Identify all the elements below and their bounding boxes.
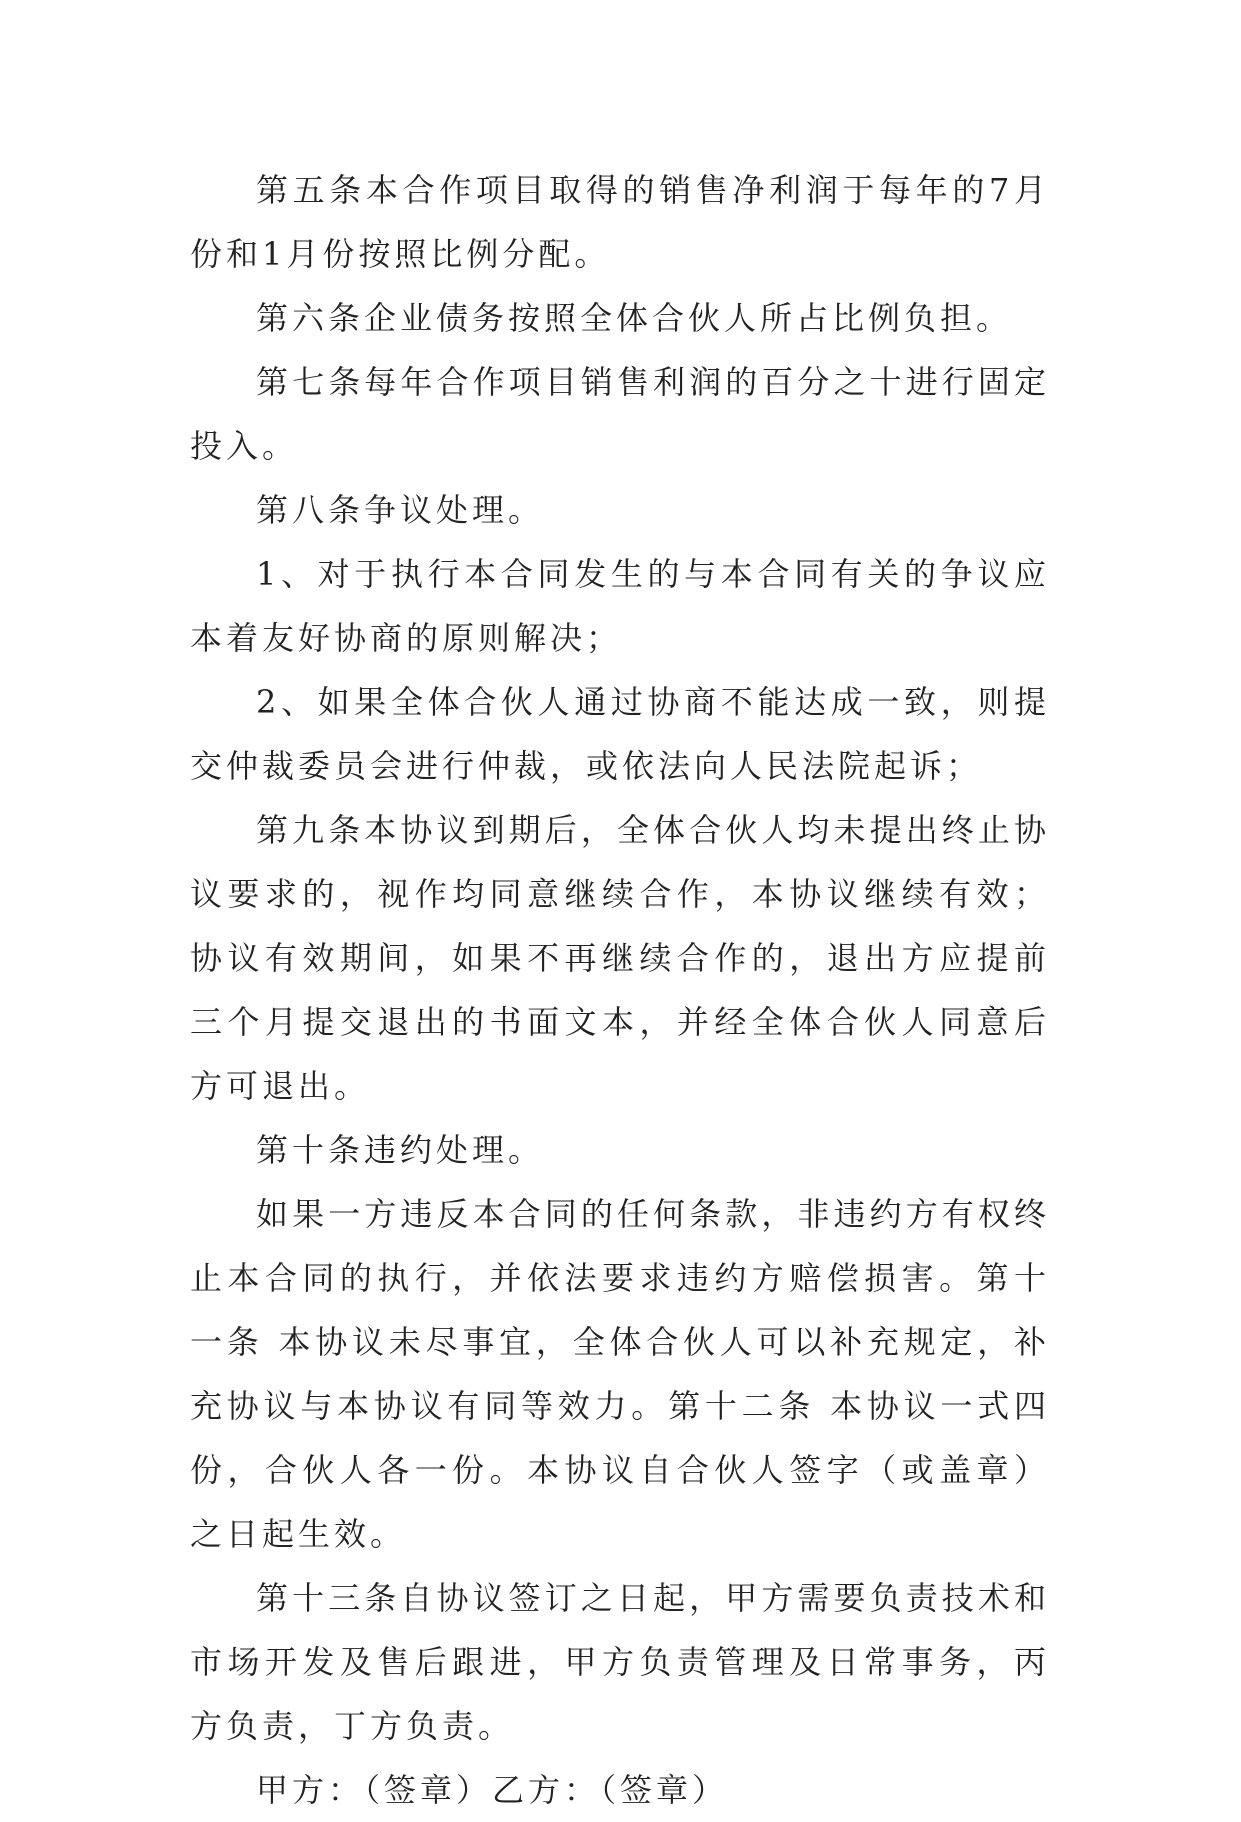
clause-7-paragraph: 第七条每年合作项目销售利润的百分之十进行固定投入。 xyxy=(190,363,1050,465)
clause-5-paragraph: 第五条本合作项目取得的销售净利润于每年的7月份和1月份按照比例分配。 xyxy=(190,171,1050,273)
clause-13-paragraph: 第十三条自协议签订之日起，甲方需要负责技术和市场开发及售后跟进，甲方负责管理及日常事务，丙方负责，丁方负责。 xyxy=(190,1579,1050,1745)
clause-10-11-12-paragraph: 如果一方违反本合同的任何条款，非违约方有权终止本合同的执行，并依法要求违约方赔偿损害。第十一条 本协议未尽事宜，全体合伙人可以补充规定，补充协议与本协议有同等效力。第十二条 本协议一式四份，合伙人各一份。本协议自合伙人签字（或盖章）之日起生效。 xyxy=(190,1195,1050,1553)
clause-9-paragraph: 第九条本协议到期后，全体合伙人均未提出终止协议要求的，视作均同意继续合作，本协议继续有效；协议有效期间，如果不再继续合作的，退出方应提前三个月提交退出的书面文本，并经全体合伙人同意后方可退出。 xyxy=(190,811,1050,1105)
clause-8-item-2: 2、如果全体合伙人通过协商不能达成一致，则提交仲裁委员会进行仲裁，或依法向人民法院起诉； xyxy=(190,683,1050,785)
clause-10-heading: 第十条违约处理。 xyxy=(256,1131,545,1169)
clause-8-heading: 第八条争议处理。 xyxy=(256,491,545,529)
clause-8-item-1: 1、对于执行本合同发生的与本合同有关的争议应本着友好协商的原则解决； xyxy=(190,555,1050,657)
clause-6-paragraph: 第六条企业债务按照全体合伙人所占比例负担。 xyxy=(256,299,1013,337)
document-body xyxy=(190,158,1050,1822)
signature-line: 甲方：（签章）乙方：（签章） xyxy=(256,1771,729,1809)
